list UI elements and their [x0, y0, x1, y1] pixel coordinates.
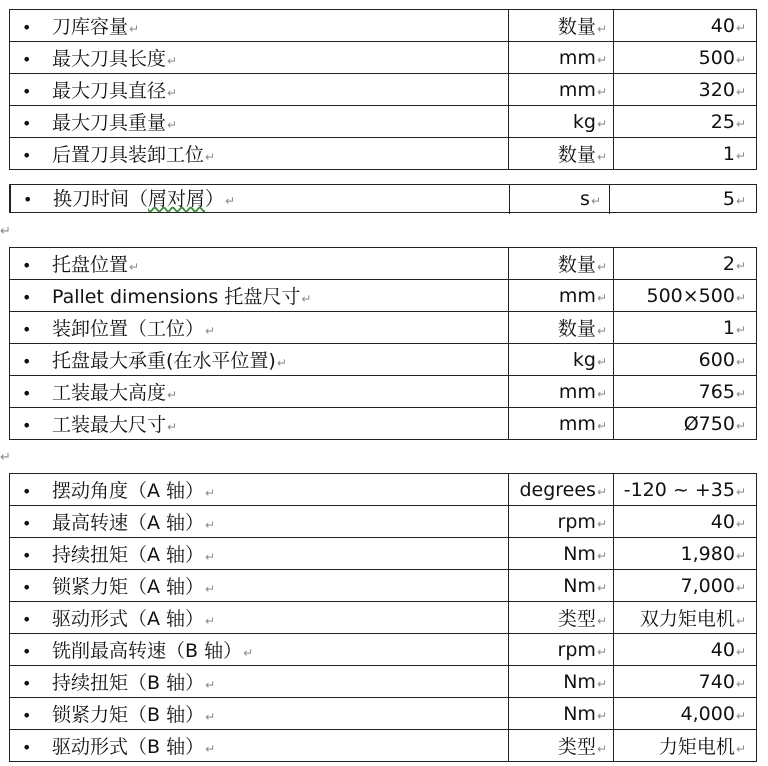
spec-unit: kg↵	[509, 344, 614, 376]
spec-unit: rpm↵	[509, 506, 614, 538]
spec-row	[10, 408, 757, 440]
spec-row	[10, 570, 757, 602]
spec-value: 40↵	[614, 10, 757, 42]
paragraph-mark-icon: ↵	[596, 290, 607, 305]
spec-row	[10, 280, 757, 312]
spec-value: 25↵	[614, 106, 757, 138]
spec-unit: 数量↵	[509, 248, 614, 280]
paragraph-mark-icon: ↵	[129, 22, 140, 36]
spec-value: 力矩电机↵	[614, 730, 757, 762]
paragraph-mark-icon: ↵	[596, 418, 607, 433]
spec-row	[10, 10, 757, 42]
spec-row	[10, 698, 757, 730]
spec-unit: 数量↵	[509, 138, 614, 170]
spec-value: 500↵	[614, 42, 757, 74]
pallet-table	[9, 247, 757, 440]
paragraph-mark-icon: ↵	[167, 86, 178, 100]
bullet-icon: •	[22, 114, 32, 133]
paragraph-mark-icon: ↵	[167, 388, 178, 402]
bullet-icon: •	[22, 256, 32, 275]
spec-value: 7,000↵	[614, 570, 757, 602]
bullet-icon: •	[22, 674, 32, 693]
paragraph-mark-icon: ↵	[735, 516, 746, 531]
paragraph-mark-icon: ↵	[205, 324, 216, 338]
paragraph-mark-icon: ↵	[735, 322, 746, 337]
spec-row	[10, 730, 757, 762]
paragraph-mark-icon: ↵	[735, 290, 746, 305]
spec-row	[10, 634, 757, 666]
spec-unit: Nm↵	[509, 570, 614, 602]
bullet-icon: •	[22, 610, 32, 629]
spec-name: • 刀库容量↵	[10, 10, 509, 42]
spec-value: 40↵	[614, 634, 757, 666]
bullet-icon: •	[22, 642, 32, 661]
paragraph-mark-icon: ↵	[735, 644, 746, 659]
bullet-icon: •	[22, 82, 32, 101]
paragraph-mark-icon: ↵	[167, 420, 178, 434]
spec-unit: mm↵	[509, 408, 614, 440]
bullet-icon: •	[22, 416, 32, 435]
spec-name: • 持续扭矩（B 轴）↵	[10, 666, 509, 698]
spec-value: 600↵	[614, 344, 757, 376]
paragraph-mark-icon: ↵	[167, 118, 178, 132]
spec-value: 740↵	[614, 666, 757, 698]
paragraph-mark-icon: ↵	[301, 292, 312, 306]
paragraph-mark-icon: ↵	[735, 194, 746, 208]
spec-unit: 数量↵	[509, 10, 614, 42]
bullet-icon: •	[22, 288, 32, 307]
paragraph-mark-icon: ↵	[205, 710, 216, 724]
bullet-icon: •	[23, 190, 33, 209]
paragraph-mark-icon: ↵	[205, 678, 216, 692]
paragraph-mark-icon: ↵	[205, 582, 216, 596]
bullet-icon: •	[22, 50, 32, 69]
spec-unit: mm↵	[509, 42, 614, 74]
paragraph-mark-icon: ↵	[596, 22, 607, 36]
spec-value: 5↵	[609, 185, 756, 214]
paragraph-mark-icon: ↵	[590, 194, 601, 208]
paragraph-mark-icon: ↵	[596, 676, 607, 691]
spec-name: • 最高转速（A 轴）↵	[10, 506, 509, 538]
paragraph-mark-icon: ↵	[596, 516, 607, 531]
spec-name: • 换刀时间（屑对屑）↵	[23, 185, 235, 214]
bullet-icon: •	[22, 578, 32, 597]
spec-row	[10, 138, 757, 170]
spec-value: -120 ~ +35↵	[614, 474, 757, 506]
bullet-icon: •	[22, 146, 32, 165]
spec-row	[10, 538, 757, 570]
bullet-icon: •	[22, 738, 32, 757]
spec-name: • 工装最大高度↵	[10, 376, 509, 408]
paragraph-mark-icon: ↵	[205, 486, 216, 500]
paragraph-mark-icon: ↵	[167, 54, 178, 68]
bullet-icon: •	[22, 384, 32, 403]
paragraph-mark-icon: ↵	[596, 614, 607, 628]
paragraph-mark-icon: ↵	[735, 742, 746, 756]
spec-row	[10, 248, 757, 280]
spec-value: 2↵	[614, 248, 757, 280]
paragraph-mark-icon: ↵	[596, 260, 607, 274]
paragraph-mark-icon: ↵	[735, 484, 746, 499]
spec-name: • 后置刀具装卸工位↵	[10, 138, 509, 170]
spec-row	[10, 602, 757, 634]
tool-magazine-table	[9, 9, 757, 170]
paragraph-mark-icon: ↵	[0, 450, 11, 465]
spec-name: • 锁紧力矩（A 轴）↵	[10, 570, 509, 602]
spec-name: • 摆动角度（A 轴）↵	[10, 474, 509, 506]
paragraph-mark-icon: ↵	[596, 150, 607, 164]
spec-name: • 铣削最高转速（B 轴）↵	[10, 634, 509, 666]
paragraph-mark-icon: ↵	[735, 580, 746, 595]
spec-name: • 托盘最大承重(在水平位置)↵	[10, 344, 509, 376]
paragraph-mark-icon: ↵	[596, 742, 607, 756]
spec-name: • Pallet dimensions 托盘尺寸↵	[10, 280, 509, 312]
bullet-icon: •	[22, 352, 32, 371]
spec-name: • 最大刀具长度↵	[10, 42, 509, 74]
spec-name: • 驱动形式（A 轴）↵	[10, 602, 509, 634]
bullet-icon: •	[22, 546, 32, 565]
paragraph-mark-icon: ↵	[735, 418, 746, 433]
spec-unit: Nm↵	[509, 666, 614, 698]
spec-value: 765↵	[614, 376, 757, 408]
spec-unit: Nm↵	[509, 538, 614, 570]
spec-unit: degrees↵	[509, 474, 614, 506]
paragraph-mark-icon: ↵	[596, 484, 607, 499]
spec-unit: rpm↵	[509, 634, 614, 666]
paragraph-mark-icon: ↵	[225, 194, 236, 208]
spec-unit: 类型↵	[509, 730, 614, 762]
paragraph-mark-icon: ↵	[735, 708, 746, 723]
paragraph-mark-icon: ↵	[596, 84, 607, 99]
spec-unit: mm↵	[509, 280, 614, 312]
spec-unit: 类型↵	[509, 602, 614, 634]
spec-name: • 持续扭矩（A 轴）↵	[10, 538, 509, 570]
spec-value: 双力矩电机↵	[614, 602, 757, 634]
spec-unit: s↵	[509, 185, 609, 214]
paragraph-mark-icon: ↵	[596, 548, 607, 563]
paragraph-mark-icon: ↵	[735, 52, 746, 67]
paragraph-mark-icon: ↵	[596, 580, 607, 595]
spec-unit: mm↵	[509, 74, 614, 106]
paragraph-mark-icon: ↵	[276, 356, 287, 370]
spec-value: Ø750↵	[614, 408, 757, 440]
spec-name: • 工装最大尺寸↵	[10, 408, 509, 440]
paragraph-mark-icon: ↵	[243, 646, 254, 660]
spec-value: 4,000↵	[614, 698, 757, 730]
spec-row	[10, 506, 757, 538]
paragraph-mark-icon: ↵	[596, 386, 607, 401]
paragraph-mark-icon: ↵	[205, 150, 216, 164]
paragraph-mark-icon: ↵	[735, 614, 746, 628]
spec-unit: mm↵	[509, 376, 614, 408]
tool-change-time-row	[9, 184, 757, 213]
paragraph-mark-icon: ↵	[735, 548, 746, 563]
spec-name: • 最大刀具重量↵	[10, 106, 509, 138]
spec-row	[10, 42, 757, 74]
spec-value: 1↵	[614, 312, 757, 344]
spec-value: 320↵	[614, 74, 757, 106]
spec-unit: 数量↵	[509, 312, 614, 344]
paragraph-mark-icon: ↵	[596, 116, 607, 131]
spec-row	[10, 74, 757, 106]
spec-unit: Nm↵	[509, 698, 614, 730]
spec-row	[10, 106, 757, 138]
paragraph-mark-icon: ↵	[205, 742, 216, 756]
paragraph-mark-icon: ↵	[735, 258, 746, 273]
paragraph-mark-icon: ↵	[735, 84, 746, 99]
spec-value: 1↵	[614, 138, 757, 170]
spec-row	[10, 666, 757, 698]
paragraph-mark-icon: ↵	[0, 224, 11, 239]
paragraph-mark-icon: ↵	[205, 614, 216, 628]
spec-value: 500×500↵	[614, 280, 757, 312]
paragraph-mark-icon: ↵	[596, 354, 607, 369]
spec-row	[10, 376, 757, 408]
paragraph-mark-icon: ↵	[735, 148, 746, 163]
spec-value: 1,980↵	[614, 538, 757, 570]
bullet-icon: •	[22, 514, 32, 533]
spec-name: • 托盘位置↵	[10, 248, 509, 280]
spec-name: • 驱动形式（B 轴）↵	[10, 730, 509, 762]
spec-value: 40↵	[614, 506, 757, 538]
spec-row	[10, 312, 757, 344]
spec-name: • 最大刀具直径↵	[10, 74, 509, 106]
paragraph-mark-icon: ↵	[735, 20, 746, 35]
paragraph-mark-icon: ↵	[205, 550, 216, 564]
paragraph-mark-icon: ↵	[205, 518, 216, 532]
paragraph-mark-icon: ↵	[596, 644, 607, 659]
paragraph-mark-icon: ↵	[735, 386, 746, 401]
bullet-icon: •	[22, 18, 32, 37]
spec-row	[10, 344, 757, 376]
paragraph-mark-icon: ↵	[735, 676, 746, 691]
spec-row	[10, 474, 757, 506]
spec-unit: kg↵	[509, 106, 614, 138]
spec-name: • 装卸位置（工位）↵	[10, 312, 509, 344]
paragraph-mark-icon: ↵	[596, 52, 607, 67]
axis-table	[9, 473, 757, 762]
paragraph-mark-icon: ↵	[596, 324, 607, 338]
bullet-icon: •	[22, 706, 32, 725]
paragraph-mark-icon: ↵	[735, 116, 746, 131]
paragraph-mark-icon: ↵	[735, 354, 746, 369]
bullet-icon: •	[22, 320, 32, 339]
bullet-icon: •	[22, 482, 32, 501]
spec-name: • 锁紧力矩（B 轴）↵	[10, 698, 509, 730]
paragraph-mark-icon: ↵	[129, 260, 140, 274]
paragraph-mark-icon: ↵	[596, 708, 607, 723]
